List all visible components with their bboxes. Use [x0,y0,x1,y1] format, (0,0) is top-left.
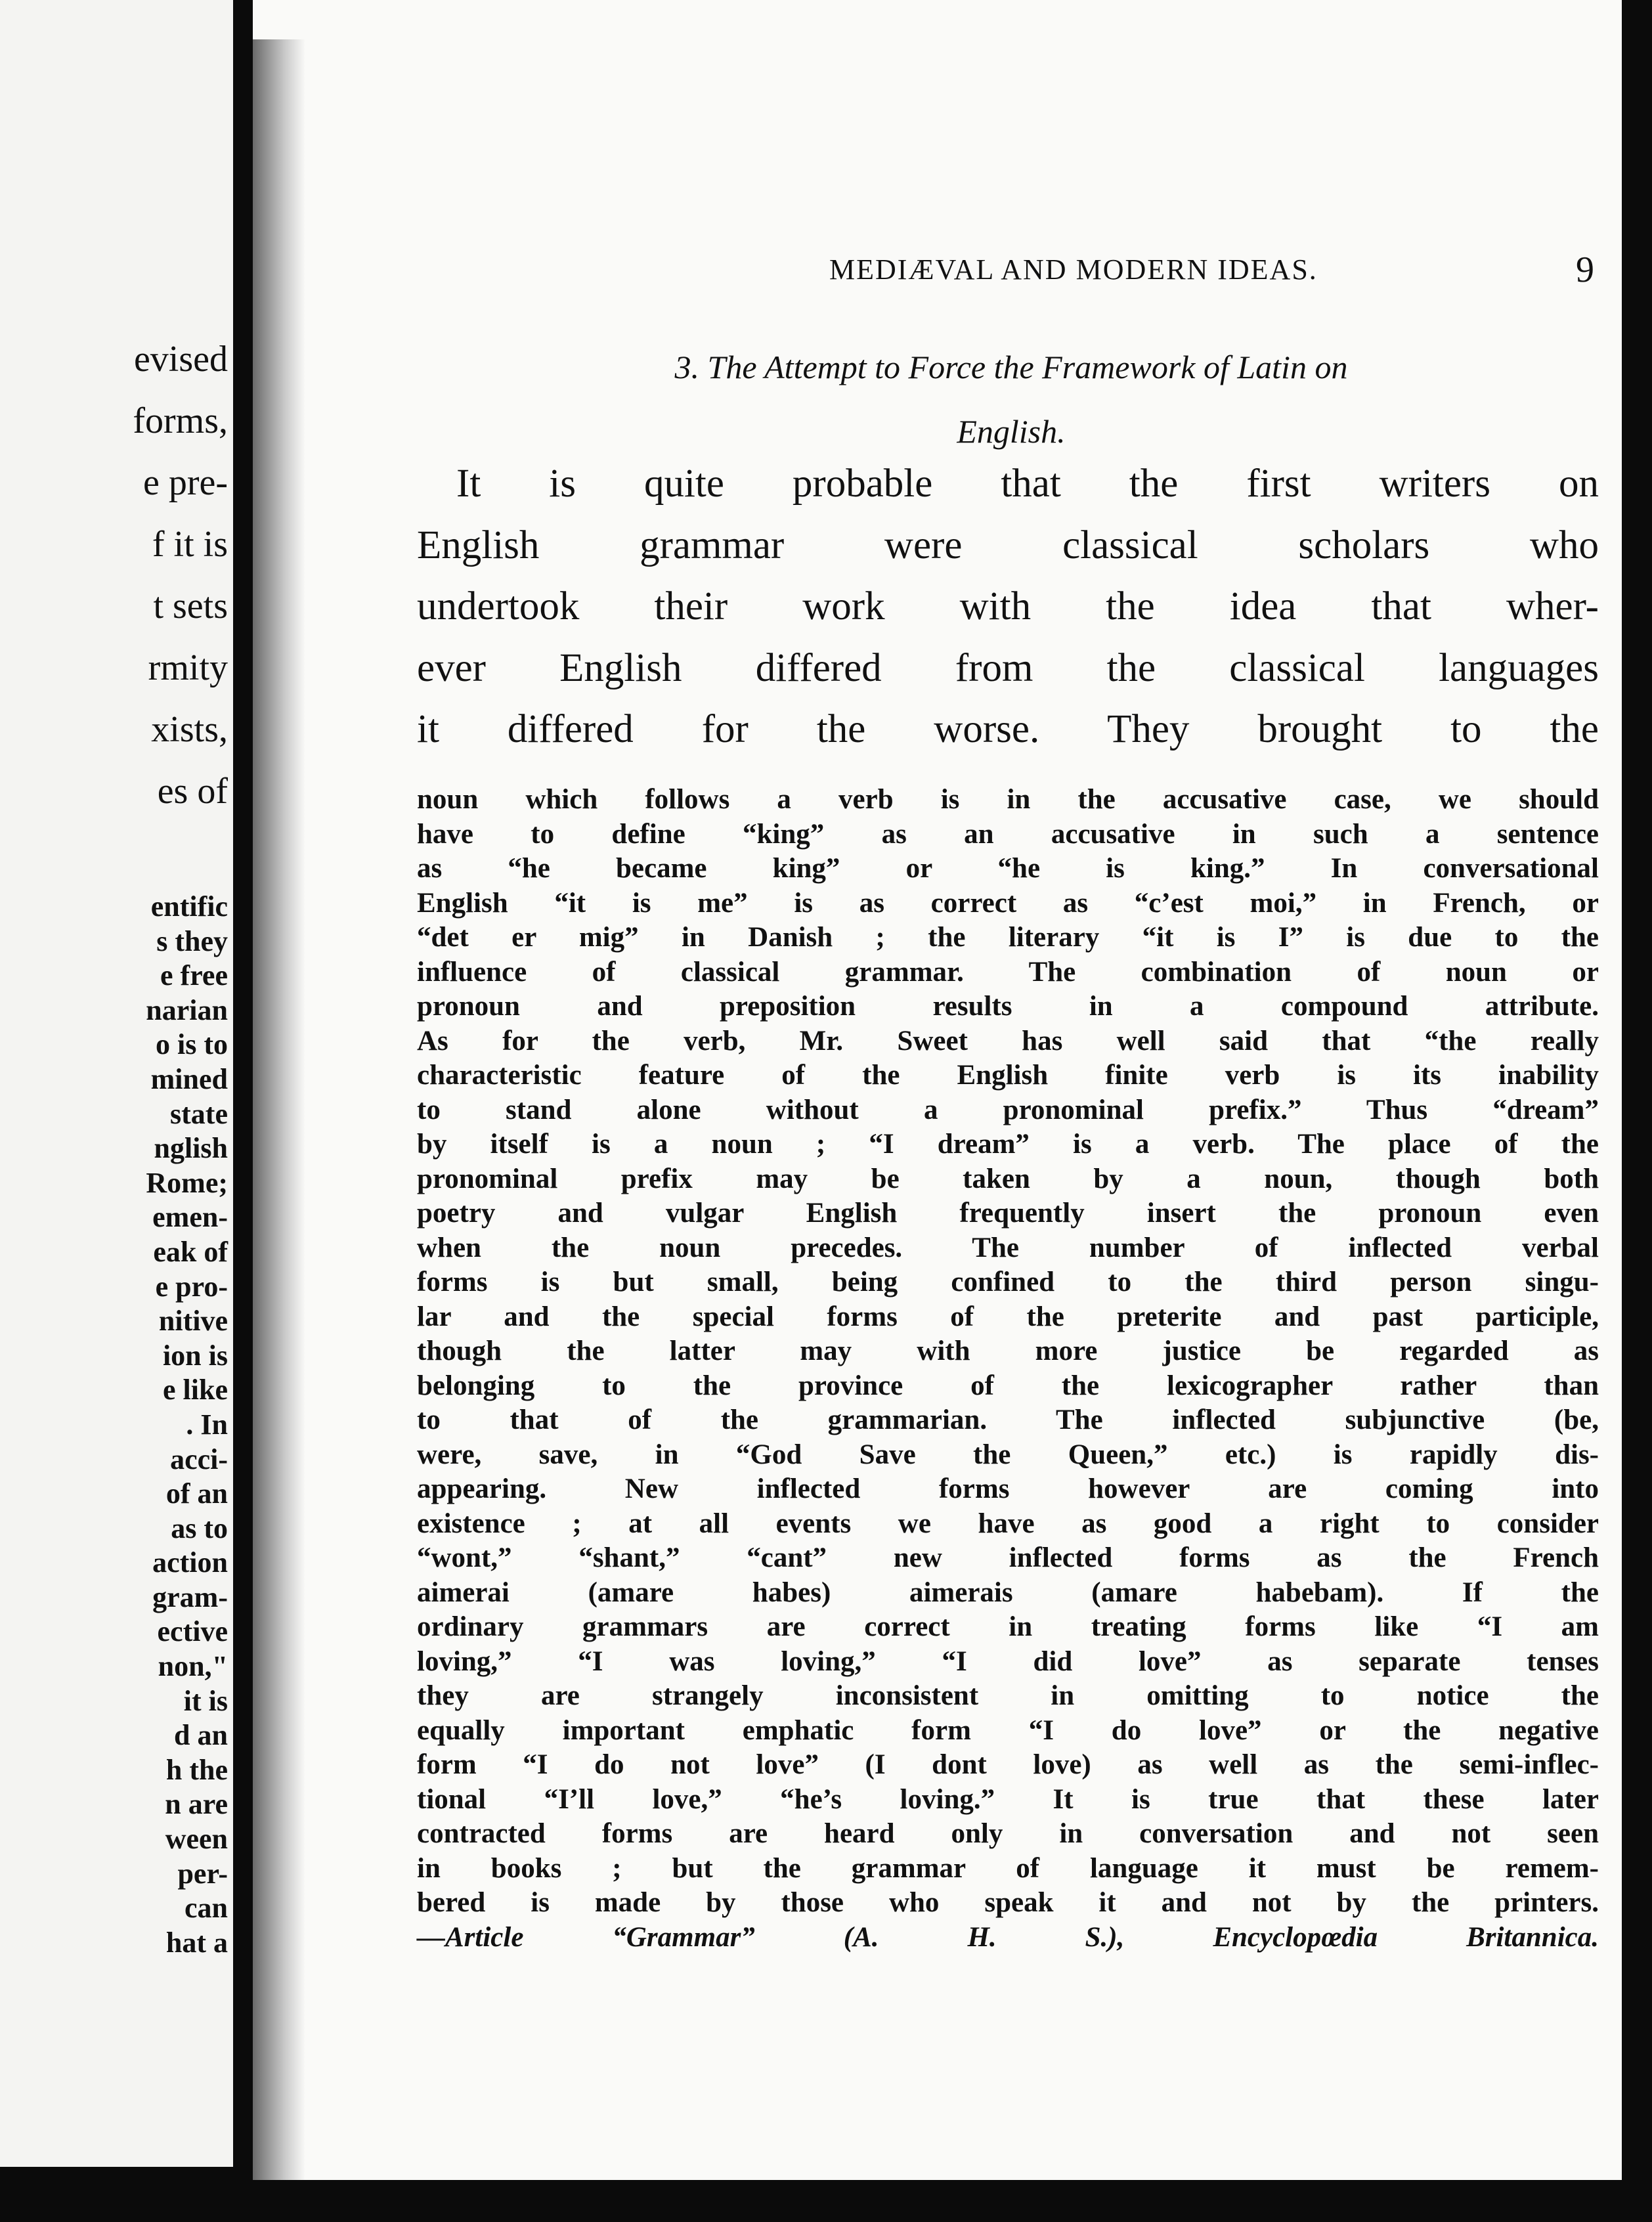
book-gutter [233,0,253,2222]
note-line: contracted forms are heard only in conversation and not seen [417,1818,1599,1849]
note-line: have to define “king” as an accusative in such a sentence [417,818,1599,850]
note-line: “det er mig” in Danish ; the literary “it is I” is due to the [417,922,1599,953]
facing-line: e like [163,1374,228,1406]
scan-border [0,2180,1652,2222]
note-line: tional “I’ll love,” “he’s loving.” It is true that these later [417,1783,1599,1815]
section-heading-line: English. [957,413,1066,450]
body-paragraph [417,453,1599,760]
note-line: equally important emphatic form “I do love” or the negative [417,1714,1599,1746]
note-line: existence ; at all events we have as good a right to consider [417,1508,1599,1539]
facing-line: hat a [165,1926,228,1959]
facing-page-small-text [146,890,228,1960]
note-line: ordinary grammars are correct in treating forms like “I am [417,1611,1599,1642]
body-line: undertook their work with the idea that wher- [417,584,1599,628]
facing-line: action [152,1546,228,1579]
facing-line: per- [177,1857,228,1890]
note-line: belonging to the province of the lexicographer rather than [417,1370,1599,1401]
note-line: As for the verb, Mr. Sweet has well said that “the really [417,1025,1599,1057]
note-line: to that of the grammarian. The inflected subjunctive (be, [417,1405,1599,1435]
facing-line: ween [165,1823,228,1856]
facing-line: forms, [133,401,228,441]
facing-line: mined [150,1062,228,1095]
note-line: appearing. New inflected forms however are coming into [417,1473,1599,1504]
facing-line: non," [158,1650,228,1683]
facing-line: state [170,1097,228,1130]
facing-line: ion is [162,1339,228,1372]
note-line: by itself is a noun ; “I dream” is a verb. The place of the [417,1129,1599,1160]
facing-line: emen- [152,1201,228,1234]
facing-line: o is to [156,1028,228,1061]
running-head [561,250,1609,292]
note-line: loving,” “I was loving,” “I did love” as separate tenses [417,1645,1599,1677]
facing-line: entific [150,890,228,923]
note-line: noun which follows a verb is in the accusative case, we should [417,784,1599,815]
facing-line: narian [146,993,228,1026]
facing-line: es of [157,771,228,812]
note-attribution: —Article “Grammar” (A. H. S.), Encyclopœdia Britannica. [417,1921,1599,1953]
facing-line: xists, [151,709,228,750]
note-line: aimerai (amare habes) aimerais (amare habebam). If the [417,1577,1599,1608]
note-line: pronominal prefix may be taken by a noun, though both [417,1163,1599,1194]
facing-line: as to [171,1512,228,1544]
facing-line: acci- [170,1443,228,1475]
main-page [253,0,1622,2180]
facing-line: nglish [154,1132,228,1165]
facing-line: t sets [153,586,228,626]
note-line: bered is made by those who speak it and not by the printers. [417,1887,1599,1918]
note-line: “wont,” “shant,” “cant” new inflected forms as the French [417,1542,1599,1573]
facing-line: evised [133,339,228,380]
facing-line: . In [186,1408,228,1441]
body-line: English grammar were classical scholars who [417,523,1599,567]
facing-line: rmity [148,647,228,688]
facing-line: d an [174,1719,228,1752]
note-line: characteristic feature of the English finite verb is its inability [417,1060,1599,1091]
facing-line: ective [157,1615,228,1648]
note-line: lar and the special forms of the preterite and past participle, [417,1301,1599,1332]
note-line: English “it is me” is as correct as “c’est moi,” in French, or [417,887,1599,919]
page-number: 9 [1576,250,1596,290]
note-line: were, save, in “God Save the Queen,” etc.) is rapidly dis- [417,1439,1599,1470]
page-edge-shadow [253,39,305,2180]
running-head-title: MEDIÆVAL AND MODERN IDEAS. [829,253,1318,286]
note-line: influence of classical grammar. The combination of noun or [417,956,1599,988]
section-heading-line: 3. The Attempt to Force the Framework of Latin on [674,349,1348,385]
facing-line: eak of [153,1235,228,1268]
note-line: poetry and vulgar English frequently insert the pronoun even [417,1198,1599,1229]
facing-line: can [185,1892,228,1925]
facing-page [0,0,233,2167]
note-line: when the noun precedes. The number of inflected verbal [417,1232,1599,1263]
facing-line: gram- [152,1580,228,1613]
body-line: it differed for the worse. They brought to the [417,707,1599,751]
note-line: forms is but small, being confined to the third person singu- [417,1267,1599,1297]
facing-line: e free [160,959,228,992]
section-heading [417,335,1605,464]
body-line: It is quite probable that the first writers on [456,462,1599,506]
facing-line: it is [183,1684,228,1717]
note-line: to stand alone without a pronominal prefix.” Thus “dream” [417,1094,1599,1125]
facing-line: nitive [158,1305,228,1338]
facing-line: s they [156,925,228,957]
note-line: pronoun and preposition results in a compound attribute. [417,991,1599,1022]
facing-line: of an [165,1477,228,1510]
note-line: as “he became king” or “he is king.” In conversational [417,853,1599,884]
facing-line: f it is [152,524,228,565]
note-line: though the latter may with more justice be regarded as [417,1336,1599,1366]
facing-page-large-text [133,328,228,822]
note-line: form “I do not love” (I dont love) as well as the semi-inflec- [417,1749,1599,1780]
facing-line: n are [165,1788,228,1821]
facing-line: e pro- [155,1270,228,1303]
facing-line: e pre- [142,462,228,503]
quoted-note [417,783,1599,1955]
body-line: ever English differed from the classical languages [417,645,1599,690]
facing-line: h the [165,1753,228,1786]
note-line: in books ; but the grammar of language it must be remem- [417,1852,1599,1884]
facing-line: Rome; [146,1166,228,1199]
note-line: they are strangely inconsistent in omitting to notice the [417,1680,1599,1711]
